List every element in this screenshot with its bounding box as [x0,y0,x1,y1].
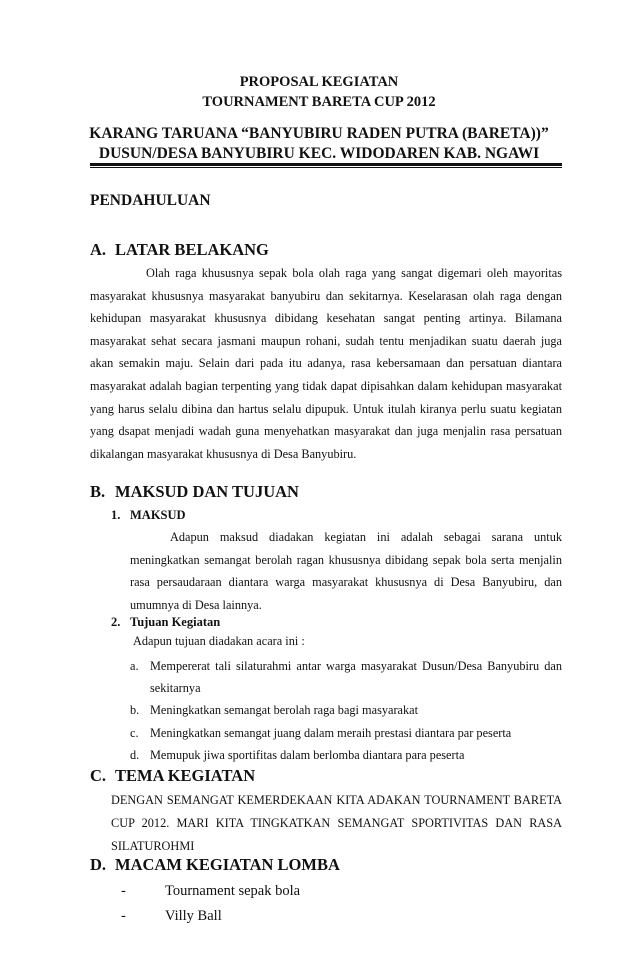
section-c-title: TEMA KEGIATAN [115,766,256,785]
section-b-heading [90,482,299,502]
section-c-number: C. [90,766,107,785]
list-marker: d. [130,747,140,762]
list-item-text: Villy Ball [165,908,222,924]
header-rule-thin [90,167,562,168]
list-item-text: Tournament sepak bola [165,883,301,899]
tujuan-title: Tujuan Kegiatan [130,615,221,629]
list-marker: - [121,908,126,924]
list-item [130,744,562,766]
section-a-heading [90,240,269,260]
section-a-title: LATAR BELAKANG [115,240,269,259]
tournament-title: TOURNAMENT BARETA CUP 2012 [202,94,436,110]
tujuan-intro: Adapun tujuan diadakan acara ini : [133,634,305,648]
maksud-paragraph: Adapun maksud diadakan kegiatan ini adalah sebagai sarana untuk meningkatkan semangat berolah ragan khususnya dibidang sepak bola serta menjalin rasa persaudaraan diantara warga masyarakat khususnya di Desa Banyubiru, dan umumnya di Desa lainnya. [130,530,562,612]
list-marker: - [121,883,126,899]
list-item-text: Memupuk jiwa sportifitas dalam berlomba diantara para peserta [150,747,465,762]
list-item [130,722,562,744]
organization-address: DUSUN/DESA BANYUBIRU KEC. WIDODAREN KAB. NGAWI [98,145,540,162]
section-a-body [90,262,562,465]
list-marker: a. [130,659,139,673]
section-a-number: A. [90,240,107,259]
list-item [121,908,222,925]
proposal-title: PROPOSAL KEGIATAN [239,74,399,90]
list-item-text: Meningkatkan semangat berolah raga bagi masyarakat [150,703,419,718]
list-marker: b. [130,703,140,718]
tujuan-number: 2. [111,615,121,629]
list-item [130,655,562,699]
section-d-heading [90,855,340,875]
maksud-number: 1. [111,508,121,522]
list-item [121,883,300,900]
list-item-text: Mempererat tali silaturahmi antar warga masyarakat Dusun/Desa Banyubiru dan sekitarnya [150,659,562,696]
section-d-title: MACAM KEGIATAN LOMBA [115,855,340,874]
tujuan-list [130,655,562,766]
section-b-number: B. [90,482,106,501]
list-marker: c. [130,725,139,740]
header-rule-thick [90,163,562,166]
intro-heading: PENDAHULUAN [90,192,211,209]
maksud-body [130,526,562,616]
list-item [130,699,562,721]
section-c-body: DENGAN SEMANGAT KEMERDEKAAN KITA ADAKAN TOURNAMENT BARETA CUP 2012. MARI KITA TINGKATKAN SEMANGAT SPORTIVITAS DAN RASA SILATUROHMI [111,793,562,853]
tujuan-heading [111,615,220,630]
section-d-number: D. [90,855,107,874]
section-a-paragraph: Olah raga khususnya sepak bola olah raga yang sangat digemari oleh mayoritas masyarakat khususnya masyarakat banyubiru dan sekitarnya. Keselarasan olah raga dengan kehidupan masyarakat khususnya dibidang kesehatan sangat penting artinya. Bilamana masyarakat sehat secara jasmani maupun rohani, sudah tentu menjadikan suatu daerah juga akan semakin maju. Selain dari pada itu adanya, rasa kebersamaan dan persatuan diantara masyarakat adalah bagian terpenting yang tidak dapat dipisahkan dalam kehidupan masyarakat yang harus selalu dibina dan hartus selalu dipupuk. Untuk itulah kiranya perlu suatu kegiatan yang dsapat menjadi wadah guna menyehatkan masyarakat dan juga menjalin rasa persatuan dikalangan masyarakat khususnya di Desa Banyubiru. [90,266,562,461]
section-b-title: MAKSUD DAN TUJUAN [115,482,299,501]
list-item-text: Meningkatkan semangat juang dalam meraih prestasi diantara par peserta [150,725,512,740]
maksud-title: MAKSUD [130,508,186,522]
maksud-heading [111,508,186,523]
section-c-heading [90,766,255,786]
organization-name: KARANG TARUANA “BANYUBIRU RADEN PUTRA (BARETA))” [89,125,549,142]
